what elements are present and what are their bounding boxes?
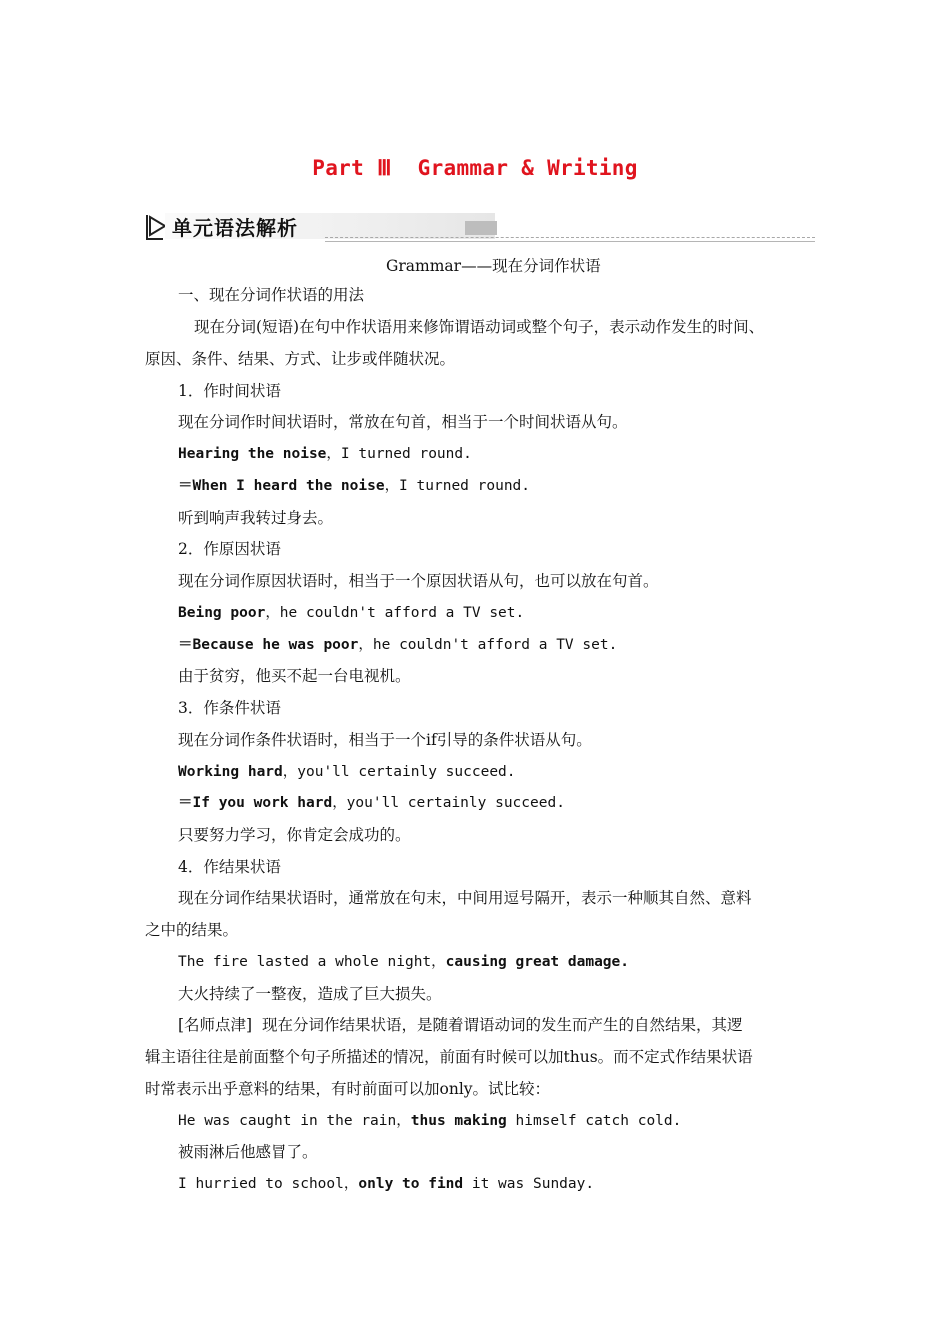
teacher-tip-line2: 辑主语往往是前面整个句子所描述的情况，前面有时候可以加thus。而不定式作结果状语 xyxy=(145,1048,753,1066)
teacher-tip-line1: [名师点津] 现在分词作结果状语，是随着谓语动词的发生而产生的自然结果，其逻 xyxy=(178,1016,743,1034)
banner-rule-dashed xyxy=(325,237,815,238)
heading-result-adverbial: 4．作结果状语 xyxy=(178,858,281,876)
intro-paragraph-line2: 原因、条件、结果、方式、让步或伴随状况。 xyxy=(145,350,456,368)
section-banner-label: 单元语法解析 xyxy=(172,216,298,240)
example-translation: 大火持续了一整夜，造成了巨大损失。 xyxy=(178,985,442,1003)
example-sentence: Being poor，he couldn't afford a TV set. xyxy=(178,605,525,621)
result-adverbial-description-line1: 现在分词作结果状语时，通常放在句末，中间用逗号隔开，表示一种顺其自然、意料 xyxy=(178,889,752,907)
banner-grey-block xyxy=(465,221,497,235)
example-translation: 被雨淋后他感冒了。 xyxy=(178,1143,318,1161)
page-title: Part Ⅲ Grammar & Writing xyxy=(312,156,638,180)
banner-rule-solid xyxy=(325,241,815,242)
subtitle: Grammar——现在分词作状语 xyxy=(386,257,601,275)
example-sentence: Working hard，you'll certainly succeed. xyxy=(178,764,516,780)
example-translation: 只要努力学习，你肯定会成功的。 xyxy=(178,826,411,844)
cause-adverbial-description: 现在分词作原因状语时，相当于一个原因状语从句，也可以放在句首。 xyxy=(178,572,659,590)
heading-cause-adverbial: 2．作原因状语 xyxy=(178,540,281,558)
time-adverbial-description: 现在分词作时间状语时，常放在句首，相当于一个时间状语从句。 xyxy=(178,413,628,431)
heading-time-adverbial: 1．作时间状语 xyxy=(178,382,281,400)
example-translation: 由于贫穷，他买不起一台电视机。 xyxy=(178,667,411,685)
heading-condition-adverbial: 3．作条件状语 xyxy=(178,699,281,717)
example-sentence: I hurried to school，only to find it was Sunday. xyxy=(178,1176,595,1192)
example-sentence: Hearing the noise，I turned round. xyxy=(178,446,472,462)
result-adverbial-description-line2: 之中的结果。 xyxy=(145,921,239,939)
example-sentence: ＝If you work hard，you'll certainly succeed. xyxy=(178,795,565,811)
condition-adverbial-description: 现在分词作条件状语时，相当于一个if引导的条件状语从句。 xyxy=(178,731,592,749)
teacher-tip-line3: 时常表示出乎意料的结果，有时前面可以加only。试比较： xyxy=(145,1080,551,1098)
intro-paragraph-line1: 现在分词(短语)在句中作状语用来修饰谓语动词或整个句子，表示动作发生的时间、 xyxy=(194,318,765,336)
heading-usage: 一、现在分词作状语的用法 xyxy=(178,286,365,304)
example-sentence: The fire lasted a whole night，causing great damage. xyxy=(178,954,629,970)
example-sentence: ＝When I heard the noise，I turned round. xyxy=(178,478,531,494)
example-translation: 听到响声我转过身去。 xyxy=(178,509,334,527)
example-sentence: He was caught in the rain，thus making himself catch cold. xyxy=(178,1113,682,1129)
section-banner xyxy=(145,210,815,244)
example-sentence: ＝Because he was poor，he couldn't afford a TV set. xyxy=(178,637,618,653)
